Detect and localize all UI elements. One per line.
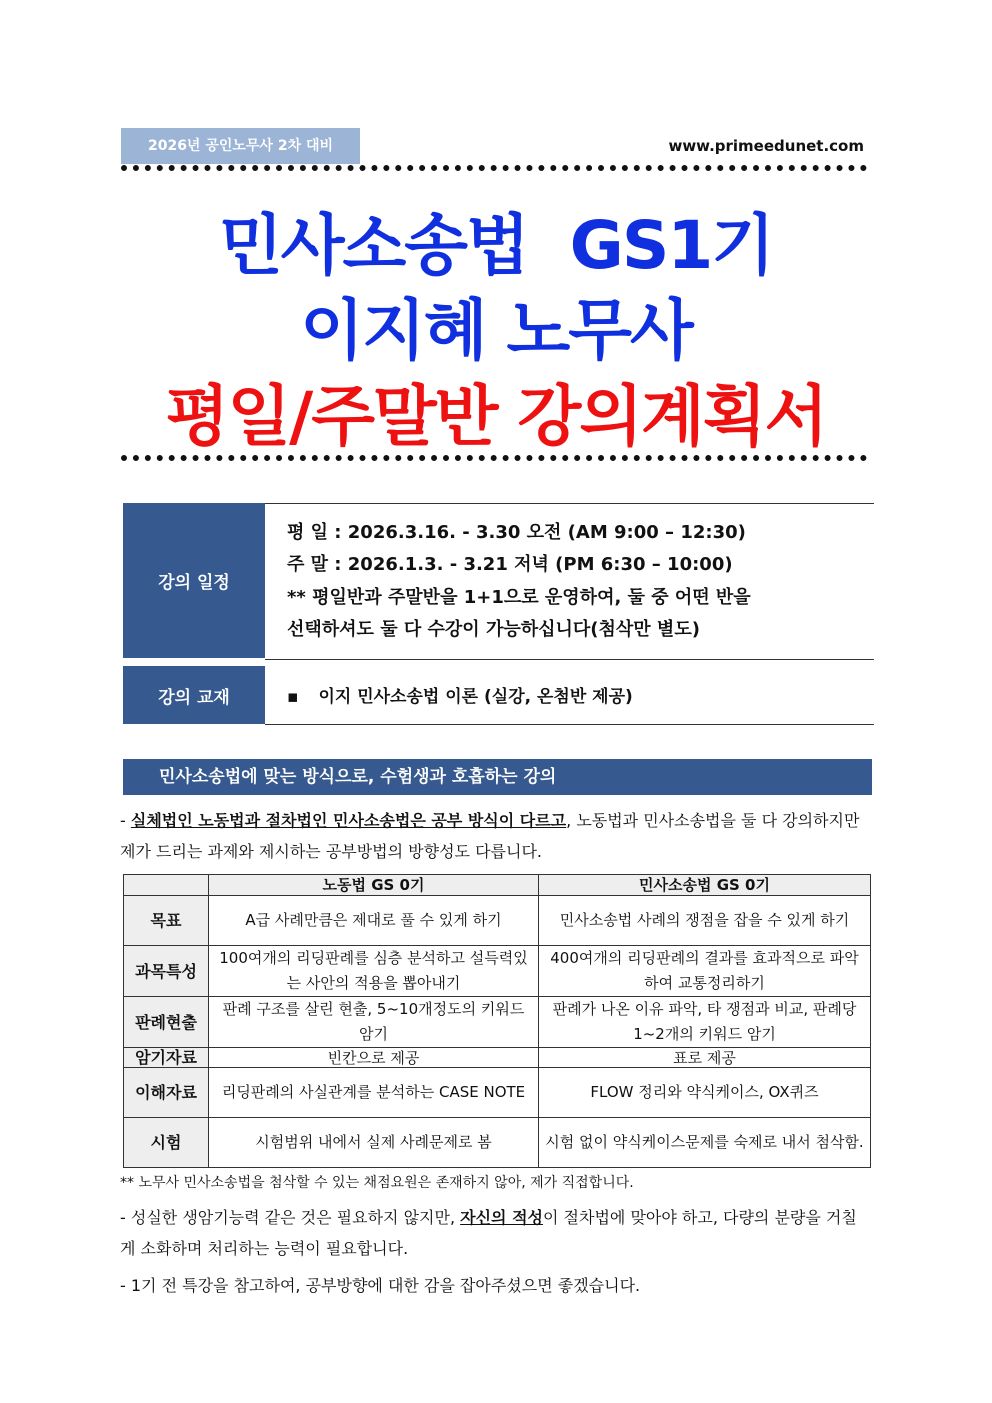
table-cell: 민사소송법 사례의 쟁점을 잡을 수 있게 하기 — [539, 896, 871, 946]
textbook-label: 강의 교재 — [123, 666, 265, 724]
textbook-item — [287, 682, 633, 707]
exam-tag: 2026년 공인노무사 2차 대비 — [121, 128, 360, 164]
aptitude-paragraph — [120, 1202, 872, 1264]
row-header: 시험 — [124, 1118, 209, 1168]
intro-prefix: - — [120, 811, 131, 830]
schedule-weekday: 평 일 : 2026.3.16. - 3.30 오전 (AM 9:00 – 12:30) — [287, 522, 746, 543]
dotted-divider-bottom — [121, 455, 867, 461]
table-cell: 400여개의 리딩판례의 결과를 효과적으로 파악하여 교통정리하기 — [539, 946, 871, 997]
dotted-divider-top — [121, 165, 867, 171]
plan-title: 평일/주말반 강의계획서 — [165, 378, 827, 455]
table-row — [124, 1048, 871, 1068]
schedule-body — [265, 503, 874, 660]
table-header-row — [124, 875, 871, 896]
schedule-note-1: ** 평일반과 주말반을 1+1으로 운영하여, 둘 중 어떤 반을 — [287, 587, 751, 608]
row-header: 암기자료 — [124, 1048, 209, 1068]
table-header-labor: 노동법 GS 0기 — [209, 875, 539, 896]
row-header: 판례현출 — [124, 997, 209, 1048]
row-header: 이해자료 — [124, 1068, 209, 1118]
table-cell: 판례 구조를 살린 현출, 5~10개정도의 키워드 암기 — [209, 997, 539, 1048]
row-header: 목표 — [124, 896, 209, 946]
comparison-table — [123, 874, 871, 1168]
instructor-name: 이지혜 노무사 — [300, 292, 692, 369]
aptitude-after: 이 절차법에 맞아야 하고, 다량의 분량을 거칠게 소화하며 처리하는 능력이 필요합니다. — [120, 1208, 857, 1258]
bullet-icon: ▪ — [287, 687, 299, 707]
aptitude-underlined: 자신의 적성 — [460, 1208, 543, 1227]
schedule-label: 강의 일정 — [123, 503, 265, 658]
textbook-body — [265, 666, 874, 725]
intro-paragraph — [120, 805, 872, 867]
aptitude-before: - 성실한 생암기능력 같은 것은 필요하지 않지만, — [120, 1208, 461, 1227]
schedule-weekend: 주 말 : 2026.1.3. - 3.21 저녁 (PM 6:30 – 10:00) — [287, 554, 733, 575]
table-cell: 표로 제공 — [539, 1048, 871, 1068]
table-row — [124, 946, 871, 997]
course-title: 민사소송법 GS1기 — [218, 207, 774, 284]
table-header-civil: 민사소송법 GS 0기 — [539, 875, 871, 896]
table-row — [124, 997, 871, 1048]
table-cell: 100여개의 리딩판례를 심층 분석하고 설득력있는 사안의 적용을 뽑아내기 — [209, 946, 539, 997]
section-banner: 민사소송법에 맞는 방식으로, 수험생과 호흡하는 강의 — [123, 759, 872, 795]
intro-rest: , 노동법과 민사소송법을 둘 다 강의하지만 제가 드리는 과제와 제시하는 공부방법의 방향성도 다릅니다. — [120, 811, 860, 861]
table-row — [124, 1118, 871, 1168]
textbook-text: 이지 민사소송법 이론 (실강, 온첨반 제공) — [318, 687, 633, 707]
table-cell: 시험범위 내에서 실제 사례문제로 봄 — [209, 1118, 539, 1168]
table-cell: 판례가 나온 이유 파악, 타 쟁점과 비교, 판례당 1~2개의 키워드 암기 — [539, 997, 871, 1048]
table-cell: A급 사례만큼은 제대로 풀 수 있게 하기 — [209, 896, 539, 946]
grading-note: ** 노무사 민사소송법을 첨삭할 수 있는 채점요원은 존재하지 않아, 제가 직접합니다. — [120, 1175, 634, 1191]
table-cell: 리딩판례의 사실관계를 분석하는 CASE NOTE — [209, 1068, 539, 1118]
table-cell: 시험 없이 약식케이스문제를 숙제로 내서 첨삭함. — [539, 1118, 871, 1168]
table-cell: FLOW 정리와 약식케이스, OX퀴즈 — [539, 1068, 871, 1118]
table-header-corner — [124, 875, 209, 896]
intro-underlined: 실체법인 노동법과 절차법인 민사소송법은 공부 방식이 다르고 — [130, 811, 567, 830]
textbook-section — [123, 666, 874, 724]
table-cell: 빈칸으로 제공 — [209, 1048, 539, 1068]
schedule-section — [123, 503, 874, 658]
table-row — [124, 1068, 871, 1118]
closing-paragraph: - 1기 전 특강을 참고하여, 공부방향에 대한 감을 잡아주셨으면 좋겠습니다. — [120, 1276, 641, 1295]
website-url[interactable]: www.primeedunet.com — [668, 137, 864, 155]
schedule-note-2: 선택하셔도 둘 다 수강이 가능하십니다(첨삭만 별도) — [287, 619, 700, 640]
table-row — [124, 896, 871, 946]
row-header: 과목특성 — [124, 946, 209, 997]
